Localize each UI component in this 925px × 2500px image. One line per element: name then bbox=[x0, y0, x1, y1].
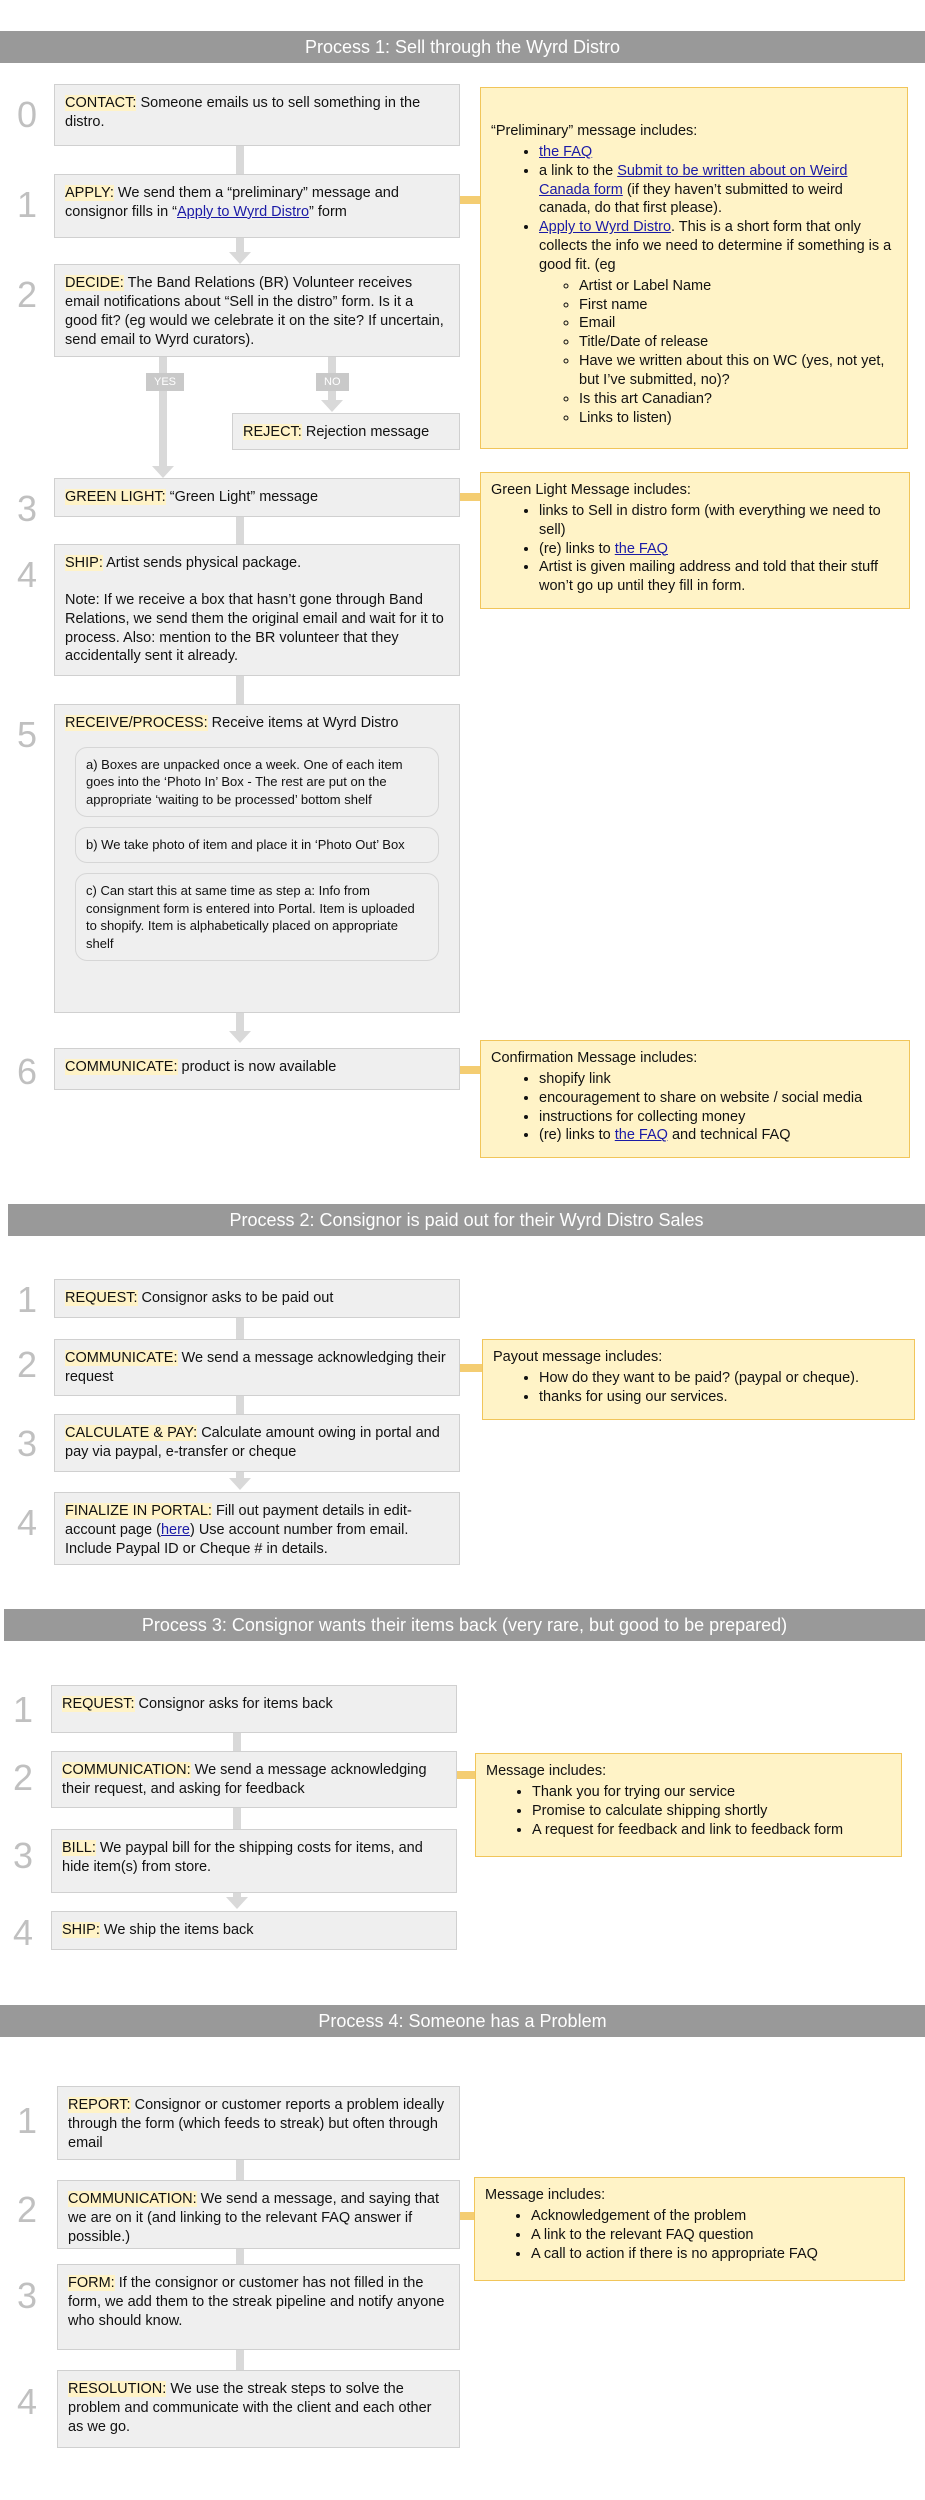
note-connector bbox=[460, 2212, 474, 2220]
step-contact bbox=[54, 84, 460, 146]
step-text: We ship the items back bbox=[99, 1922, 254, 1938]
note-connector bbox=[460, 1066, 480, 1074]
step-label: SHIP: bbox=[62, 1922, 100, 1938]
note-connector bbox=[460, 196, 480, 204]
step-text: Artist sends physical package. bbox=[102, 555, 302, 571]
substep-a: a) Boxes are unpacked once a week. One of each item goes into the ‘Photo In’ Box - The rest are put on the appropriate ‘waiting to be processed’ bottom shelf bbox=[75, 747, 439, 818]
note-subitem: ◦ Is this art Canadian? bbox=[579, 390, 897, 409]
note-text: (re) links to bbox=[539, 1127, 615, 1144]
flow-arrow bbox=[229, 1031, 251, 1043]
flow-line bbox=[233, 1808, 241, 1829]
yes-branch-label bbox=[146, 373, 184, 391]
step-number: 1 bbox=[12, 1689, 34, 1730]
faq-link[interactable]: the FAQ bbox=[614, 1127, 668, 1144]
note-item bbox=[539, 162, 897, 219]
note-item: • A request for feedback and link to feedback form bbox=[532, 1821, 891, 1840]
process-3-header bbox=[4, 1609, 925, 1641]
note-connector bbox=[460, 493, 480, 501]
flow-line bbox=[236, 1396, 244, 1414]
substep-b: b) We take photo of item and place it in ‘Photo Out’ Box bbox=[75, 827, 439, 863]
faq-link[interactable]: the FAQ bbox=[539, 143, 593, 160]
note-item: • A link to the relevant FAQ question bbox=[531, 2226, 894, 2245]
note-title: “Preliminary” message includes: bbox=[491, 123, 698, 139]
step-text: We send a message, and saying that we are on it (and linking to the relevant FAQ answer if possible.) bbox=[68, 2191, 439, 2245]
step-text: product is now available bbox=[177, 1059, 337, 1075]
process-1-header bbox=[0, 31, 925, 63]
process-1-title: Process 1: Sell through the Wyrd Distro bbox=[305, 36, 620, 57]
flow-arrow bbox=[152, 466, 174, 478]
note-title: Message includes: bbox=[485, 2187, 606, 2203]
step-apply bbox=[54, 174, 460, 238]
note-sublist bbox=[539, 277, 897, 428]
note-subitem: ◦ Title/Date of release bbox=[579, 333, 897, 352]
apply-link[interactable]: Apply to Wyrd Distro bbox=[539, 219, 672, 236]
return-message-note bbox=[475, 1753, 902, 1857]
step-label: SHIP: bbox=[65, 555, 103, 571]
payout-step-communicate bbox=[54, 1339, 460, 1396]
step-text: Someone emails us to sell something in the distro. bbox=[65, 95, 421, 130]
note-list bbox=[491, 502, 899, 596]
flow-arrow bbox=[229, 252, 251, 264]
note-title: Payout message includes: bbox=[493, 1349, 663, 1365]
step-text: Receive items at Wyrd Distro bbox=[207, 715, 399, 731]
return-step-communication bbox=[51, 1751, 457, 1808]
process-4-header bbox=[0, 2005, 925, 2037]
step-number: 1 bbox=[16, 1279, 38, 1320]
step-text: We use the streak steps to solve the problem and communicate with the client and each other as we go. bbox=[68, 2381, 432, 2435]
return-step-ship bbox=[51, 1911, 457, 1950]
note-title: Message includes: bbox=[486, 1763, 607, 1779]
step-text-end: ) Use account number from email. Include Paypal ID or Cheque # in details. bbox=[65, 1521, 409, 1557]
step-text-end: ” form bbox=[309, 203, 347, 220]
no-branch-label bbox=[316, 373, 349, 391]
step-reject bbox=[232, 413, 460, 450]
step-label: COMMUNICATE: bbox=[65, 1350, 178, 1366]
note-subitem: ◦ Email bbox=[579, 314, 897, 333]
note-item: • encouragement to share on website / social media bbox=[539, 1089, 899, 1108]
step-number: 3 bbox=[16, 1423, 38, 1464]
step-number: 3 bbox=[16, 488, 38, 529]
step-receive-process bbox=[54, 704, 460, 1013]
step-label: REQUEST: bbox=[65, 1290, 138, 1306]
step-number: 0 bbox=[16, 94, 38, 135]
green-light-message-note bbox=[480, 472, 910, 609]
step-label: RESOLUTION: bbox=[68, 2381, 167, 2397]
process-3-title: Process 3: Consignor wants their items back (very rare, but good to be prepared) bbox=[141, 1614, 788, 1635]
note-item: • A call to action if there is no appropriate FAQ bbox=[531, 2245, 894, 2264]
step-label: REJECT: bbox=[243, 424, 302, 440]
flow-line bbox=[236, 146, 244, 174]
step-label: APPLY: bbox=[65, 185, 114, 201]
step-text: Consignor asks to be paid out bbox=[137, 1290, 334, 1306]
note-list bbox=[486, 1783, 891, 1840]
note-subitem: ◦ Artist or Label Name bbox=[579, 277, 897, 296]
note-connector bbox=[460, 1364, 482, 1372]
step-ship bbox=[54, 544, 460, 676]
faq-link[interactable]: the FAQ bbox=[614, 540, 668, 557]
process-4-title: Process 4: Someone has a Problem bbox=[318, 2010, 607, 2031]
flow-line bbox=[236, 676, 244, 704]
substep-c: c) Can start this at same time as step a: Info from consignment form is entered into Portal. Item is uploaded to shopify. Item is alphabetically placed on appropriate shelf bbox=[75, 873, 439, 961]
flow-line bbox=[236, 238, 244, 253]
step-text: We send a message acknowledging their request, and asking for feedback bbox=[62, 1762, 427, 1797]
step-text: Fill out payment details in edit-account page ( bbox=[65, 1503, 412, 1538]
note-item bbox=[539, 1126, 899, 1145]
flow-line bbox=[236, 2350, 244, 2370]
note-item bbox=[539, 540, 899, 559]
flow-line bbox=[236, 1013, 244, 1033]
problem-step-report bbox=[57, 2086, 460, 2160]
confirmation-message-note bbox=[480, 1040, 910, 1158]
flow-arrow bbox=[321, 400, 343, 412]
note-item: • links to Sell in distro form (with everything we need to sell) bbox=[539, 502, 899, 540]
preliminary-message-note bbox=[480, 87, 908, 449]
yes-label: YES bbox=[154, 376, 177, 388]
step-text: We send them a “preliminary” message and consignor fills in “ bbox=[65, 185, 399, 220]
no-label: NO bbox=[324, 376, 341, 388]
problem-step-communication bbox=[57, 2180, 460, 2249]
step-number: 2 bbox=[12, 1757, 34, 1798]
note-subitem: ◦ Have we written about this on WC (yes, not yet, but I’ve submitted, no)? bbox=[579, 352, 897, 390]
step-label: FINALIZE IN PORTAL: bbox=[65, 1503, 212, 1519]
step-number: 4 bbox=[16, 2381, 38, 2422]
step-label: REQUEST: bbox=[62, 1696, 135, 1712]
step-number: 2 bbox=[16, 274, 38, 315]
flow-line bbox=[236, 1318, 244, 1339]
step-number: 5 bbox=[16, 714, 38, 755]
note-item: • Acknowledgement of the problem bbox=[531, 2207, 894, 2226]
flow-line bbox=[233, 1733, 241, 1751]
return-step-bill bbox=[51, 1829, 457, 1893]
flow-arrow bbox=[229, 1478, 251, 1490]
step-text: Consignor asks for items back bbox=[134, 1696, 333, 1712]
return-step-request bbox=[51, 1685, 457, 1733]
note-title: Green Light Message includes: bbox=[491, 482, 691, 498]
step-number: 2 bbox=[16, 2189, 38, 2230]
step-text: Consignor or customer reports a problem ideally through the form (which feeds to streak) but often through email bbox=[68, 2097, 445, 2151]
note-item: • shopify link bbox=[539, 1070, 899, 1089]
step-number: 4 bbox=[12, 1912, 34, 1953]
step-text: If the consignor or customer has not filled in the form, we add them to the streak pipeline and notify anyone who should know. bbox=[68, 2275, 445, 2329]
apply-form-link[interactable]: Apply to Wyrd Distro bbox=[177, 203, 310, 220]
step-number: 3 bbox=[12, 1835, 34, 1876]
step-label: CONTACT: bbox=[65, 95, 137, 111]
note-item: • Artist is given mailing address and told that their stuff won’t go up until they fill in form. bbox=[539, 558, 899, 596]
note-item: • Thank you for trying our service bbox=[532, 1783, 891, 1802]
step-label: BILL: bbox=[62, 1840, 96, 1856]
step-label: DECIDE: bbox=[65, 275, 124, 291]
note-title: Confirmation Message includes: bbox=[491, 1050, 698, 1066]
step-label: COMMUNICATION: bbox=[68, 2191, 197, 2207]
step-number: 6 bbox=[16, 1051, 38, 1092]
note-item: • Promise to calculate shipping shortly bbox=[532, 1802, 891, 1821]
step-label: GREEN LIGHT: bbox=[65, 489, 166, 505]
note-text: (re) links to bbox=[539, 540, 615, 557]
step-label: COMMUNICATION: bbox=[62, 1762, 191, 1778]
problem-step-resolution bbox=[57, 2370, 460, 2448]
step-text: We send a message acknowledging their request bbox=[65, 1350, 446, 1385]
note-list bbox=[485, 2207, 894, 2264]
process-2-header bbox=[8, 1204, 925, 1236]
step-number: 4 bbox=[16, 1502, 38, 1543]
note-text: (if they haven’t submitted to weird canada, do that first please). bbox=[539, 181, 843, 217]
step-label: FORM: bbox=[68, 2275, 115, 2291]
problem-message-note bbox=[474, 2177, 905, 2281]
note-subitem: ◦ First name bbox=[579, 296, 897, 315]
step-text: “Green Light” message bbox=[165, 489, 319, 505]
submit-form-link[interactable]: Submit to be written about on Weird Canada form bbox=[539, 162, 848, 198]
payout-step-calculate bbox=[54, 1414, 460, 1472]
flow-line bbox=[236, 517, 244, 544]
step-decide bbox=[54, 264, 460, 357]
note-item bbox=[539, 218, 897, 427]
step-note: Note: If we receive a box that hasn’t gone through Band Relations, we send them the original email and wait for it to process. Also: mention to the BR volunteer that they accidentally sent it already. bbox=[65, 591, 444, 665]
note-subitem: ◦ Links to listen) bbox=[579, 409, 897, 428]
process-2-title: Process 2: Consignor is paid out for their Wyrd Distro Sales bbox=[229, 1209, 704, 1230]
note-item: • How do they want to be paid? (paypal or cheque). bbox=[539, 1369, 904, 1388]
note-item: • thanks for using our services. bbox=[539, 1388, 904, 1407]
note-list bbox=[491, 143, 897, 428]
note-item: • instructions for collecting money bbox=[539, 1108, 899, 1127]
step-green-light bbox=[54, 478, 460, 517]
step-number: 3 bbox=[16, 2275, 38, 2316]
step-communicate bbox=[54, 1048, 460, 1090]
note-text: . This is a short form that only collects the info we need to determine if something is a good fit. (eg bbox=[539, 219, 892, 273]
flow-line bbox=[236, 2160, 244, 2180]
step-label: CALCULATE & PAY: bbox=[65, 1425, 198, 1441]
note-text: a link to the bbox=[539, 162, 618, 179]
note-connector bbox=[457, 1771, 475, 1779]
problem-step-form bbox=[57, 2264, 460, 2350]
note-item bbox=[539, 143, 897, 162]
step-label: RECEIVE/PROCESS: bbox=[65, 715, 208, 731]
edit-account-link[interactable]: here bbox=[160, 1521, 190, 1538]
payout-message-note bbox=[482, 1339, 915, 1420]
payout-step-finalize bbox=[54, 1492, 460, 1565]
step-number: 1 bbox=[16, 184, 38, 225]
note-text: and technical FAQ bbox=[667, 1127, 791, 1144]
payout-step-request bbox=[54, 1279, 460, 1318]
step-label: COMMUNICATE: bbox=[65, 1059, 178, 1075]
step-text: Calculate amount owing in portal and pay via paypal, e-transfer or cheque bbox=[65, 1425, 440, 1460]
step-number: 2 bbox=[16, 1344, 38, 1385]
note-list bbox=[493, 1369, 904, 1407]
step-label: REPORT: bbox=[68, 2097, 131, 2113]
flow-arrow bbox=[226, 1897, 248, 1909]
note-list bbox=[491, 1070, 899, 1145]
step-text: We paypal bill for the shipping costs for items, and hide item(s) from store. bbox=[62, 1840, 423, 1875]
step-text: The Band Relations (BR) Volunteer receives email notifications about “Sell in the distro” form. Is it a good fit? (eg would we celebrate it on the site? If uncertain, send email to Wyrd curators). bbox=[65, 275, 444, 348]
step-text: Rejection message bbox=[301, 424, 430, 440]
step-number: 1 bbox=[16, 2100, 38, 2141]
step-number: 4 bbox=[16, 554, 38, 595]
flow-line bbox=[236, 2249, 244, 2264]
